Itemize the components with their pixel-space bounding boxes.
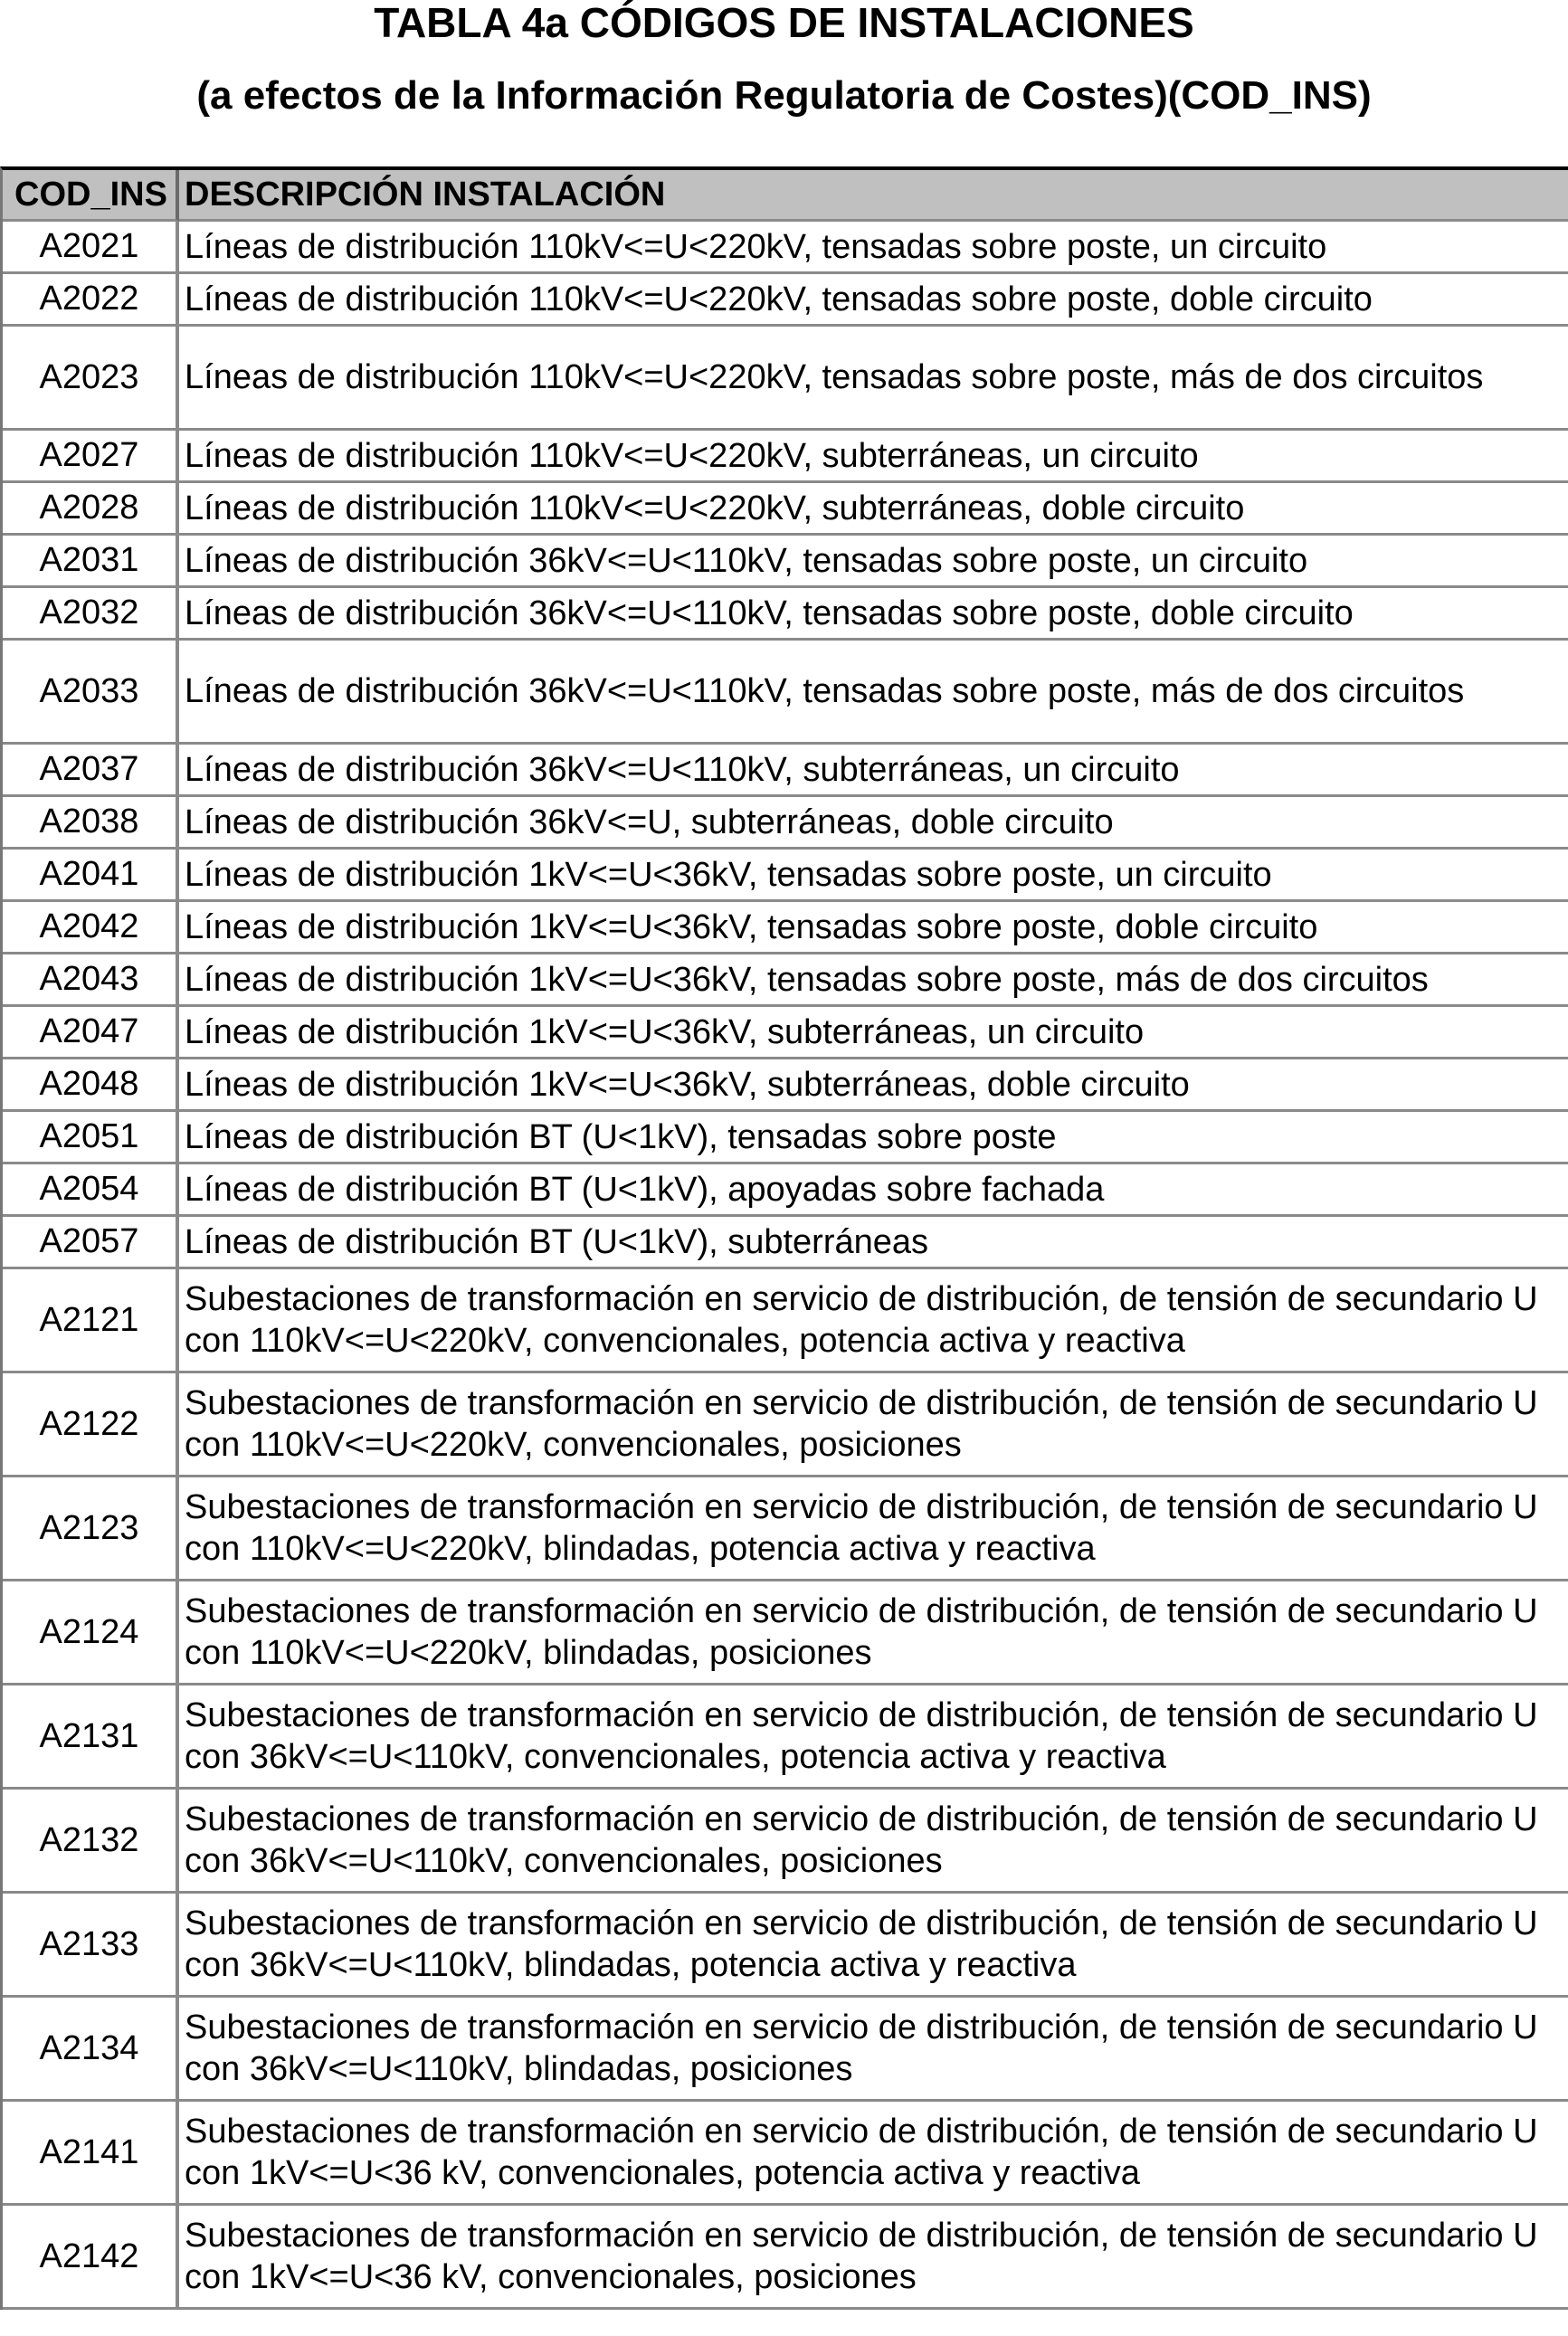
page-subtitle: (a efectos de la Información Regulatoria de Costes)(COD_INS) bbox=[196, 73, 1372, 118]
installation-codes-table bbox=[0, 166, 1568, 2310]
table-row bbox=[3, 1007, 1568, 1059]
cell-description: Líneas de distribución 1kV<=U<36kV, tensadas sobre poste, doble circuito bbox=[179, 902, 1568, 954]
table-row bbox=[3, 1790, 1568, 1894]
cell-code: A2031 bbox=[3, 536, 179, 588]
cell-description: Subestaciones de transformación en servicio de distribución, de tensión de secundario U con 110kV<=U<220kV, convencionales, potencia activa y reactiva bbox=[179, 1269, 1568, 1373]
cell-code: A2022 bbox=[3, 274, 179, 327]
cell-description: Líneas de distribución 36kV<=U<110kV, subterráneas, un circuito bbox=[179, 745, 1568, 797]
table-row bbox=[3, 902, 1568, 954]
cell-description: Subestaciones de transformación en servicio de distribución, de tensión de secundario U con 36kV<=U<110kV, blindadas, posiciones bbox=[179, 1998, 1568, 2102]
table-row bbox=[3, 1164, 1568, 1217]
table-row bbox=[3, 850, 1568, 902]
cell-code: A2023 bbox=[3, 327, 179, 431]
cell-code: A2123 bbox=[3, 1477, 179, 1581]
table-row bbox=[3, 327, 1568, 431]
table-row bbox=[3, 431, 1568, 483]
installation-codes-table-container bbox=[0, 166, 1568, 2310]
cell-code: A2133 bbox=[3, 1894, 179, 1998]
table-row bbox=[3, 1269, 1568, 1373]
cell-code: A2057 bbox=[3, 1217, 179, 1269]
table-row bbox=[3, 1998, 1568, 2102]
cell-description: Líneas de distribución 110kV<=U<220kV, tensadas sobre poste, un circuito bbox=[179, 222, 1568, 274]
cell-description: Subestaciones de transformación en servicio de distribución, de tensión de secundario U con 36kV<=U<110kV, convencionales, posiciones bbox=[179, 1790, 1568, 1894]
cell-code: A2042 bbox=[3, 902, 179, 954]
table-row bbox=[3, 1373, 1568, 1477]
cell-description: Subestaciones de transformación en servicio de distribución, de tensión de secundario U con 36kV<=U<110kV, blindadas, potencia activa y reactiva bbox=[179, 1894, 1568, 1998]
cell-code: A2047 bbox=[3, 1007, 179, 1059]
cell-code: A2122 bbox=[3, 1373, 179, 1477]
cell-code: A2121 bbox=[3, 1269, 179, 1373]
cell-description: Líneas de distribución 1kV<=U<36kV, subterráneas, doble circuito bbox=[179, 1059, 1568, 1112]
table-row bbox=[3, 1477, 1568, 1581]
cell-description: Líneas de distribución 36kV<=U<110kV, tensadas sobre poste, doble circuito bbox=[179, 588, 1568, 641]
table-header-row bbox=[3, 170, 1568, 222]
cell-code: A2021 bbox=[3, 222, 179, 274]
table-row bbox=[3, 588, 1568, 641]
table-row bbox=[3, 745, 1568, 797]
page-title: TABLA 4a CÓDIGOS DE INSTALACIONES bbox=[374, 0, 1194, 46]
table-row bbox=[3, 2102, 1568, 2206]
table-row bbox=[3, 1581, 1568, 1686]
table-row bbox=[3, 483, 1568, 536]
cell-description: Líneas de distribución 110kV<=U<220kV, subterráneas, doble circuito bbox=[179, 483, 1568, 536]
cell-description: Líneas de distribución 1kV<=U<36kV, tensadas sobre poste, un circuito bbox=[179, 850, 1568, 902]
cell-description: Subestaciones de transformación en servicio de distribución, de tensión de secundario U con 1kV<=U<36 kV, convencionales, potencia activa y reactiva bbox=[179, 2102, 1568, 2206]
table-row bbox=[3, 1112, 1568, 1164]
cell-description: Líneas de distribución 110kV<=U<220kV, tensadas sobre poste, doble circuito bbox=[179, 274, 1568, 327]
cell-description: Líneas de distribución 36kV<=U, subterráneas, doble circuito bbox=[179, 797, 1568, 850]
cell-code: A2032 bbox=[3, 588, 179, 641]
table-body bbox=[3, 222, 1568, 2310]
table-row bbox=[3, 2206, 1568, 2310]
cell-code: A2054 bbox=[3, 1164, 179, 1217]
cell-code: A2027 bbox=[3, 431, 179, 483]
table-row bbox=[3, 222, 1568, 274]
table-row bbox=[3, 1894, 1568, 1998]
cell-code: A2131 bbox=[3, 1686, 179, 1790]
table-row bbox=[3, 1686, 1568, 1790]
table-row bbox=[3, 1217, 1568, 1269]
cell-description: Líneas de distribución BT (U<1kV), subterráneas bbox=[179, 1217, 1568, 1269]
cell-description: Líneas de distribución 1kV<=U<36kV, tensadas sobre poste, más de dos circuitos bbox=[179, 954, 1568, 1007]
cell-code: A2037 bbox=[3, 745, 179, 797]
cell-description: Líneas de distribución 36kV<=U<110kV, tensadas sobre poste, un circuito bbox=[179, 536, 1568, 588]
cell-description: Subestaciones de transformación en servicio de distribución, de tensión de secundario U con 36kV<=U<110kV, convencionales, potencia activa y reactiva bbox=[179, 1686, 1568, 1790]
cell-code: A2038 bbox=[3, 797, 179, 850]
table-row bbox=[3, 274, 1568, 327]
cell-code: A2028 bbox=[3, 483, 179, 536]
cell-description: Líneas de distribución 110kV<=U<220kV, tensadas sobre poste, más de dos circuitos bbox=[179, 327, 1568, 431]
table-row bbox=[3, 797, 1568, 850]
cell-code: A2142 bbox=[3, 2206, 179, 2310]
cell-code: A2141 bbox=[3, 2102, 179, 2206]
cell-code: A2134 bbox=[3, 1998, 179, 2102]
cell-description: Líneas de distribución BT (U<1kV), apoyadas sobre fachada bbox=[179, 1164, 1568, 1217]
cell-description: Subestaciones de transformación en servicio de distribución, de tensión de secundario U con 110kV<=U<220kV, blindadas, potencia activa y reactiva bbox=[179, 1477, 1568, 1581]
cell-description: Líneas de distribución 1kV<=U<36kV, subterráneas, un circuito bbox=[179, 1007, 1568, 1059]
cell-code: A2048 bbox=[3, 1059, 179, 1112]
cell-code: A2033 bbox=[3, 641, 179, 745]
cell-code: A2132 bbox=[3, 1790, 179, 1894]
table-row bbox=[3, 536, 1568, 588]
cell-code: A2043 bbox=[3, 954, 179, 1007]
cell-description: Líneas de distribución 110kV<=U<220kV, subterráneas, un circuito bbox=[179, 431, 1568, 483]
cell-description: Subestaciones de transformación en servicio de distribución, de tensión de secundario U con 110kV<=U<220kV, convencionales, posiciones bbox=[179, 1373, 1568, 1477]
cell-description: Subestaciones de transformación en servicio de distribución, de tensión de secundario U con 110kV<=U<220kV, blindadas, posiciones bbox=[179, 1581, 1568, 1686]
cell-code: A2124 bbox=[3, 1581, 179, 1686]
cell-description: Subestaciones de transformación en servicio de distribución, de tensión de secundario U con 1kV<=U<36 kV, convencionales, posiciones bbox=[179, 2206, 1568, 2310]
cell-code: A2051 bbox=[3, 1112, 179, 1164]
cell-description: Líneas de distribución 36kV<=U<110kV, tensadas sobre poste, más de dos circuitos bbox=[179, 641, 1568, 745]
column-header-code: COD_INS bbox=[3, 170, 179, 222]
cell-description: Líneas de distribución BT (U<1kV), tensadas sobre poste bbox=[179, 1112, 1568, 1164]
column-header-description: DESCRIPCIÓN INSTALACIÓN bbox=[179, 170, 1568, 222]
table-row bbox=[3, 641, 1568, 745]
table-row bbox=[3, 1059, 1568, 1112]
table-row bbox=[3, 954, 1568, 1007]
cell-code: A2041 bbox=[3, 850, 179, 902]
